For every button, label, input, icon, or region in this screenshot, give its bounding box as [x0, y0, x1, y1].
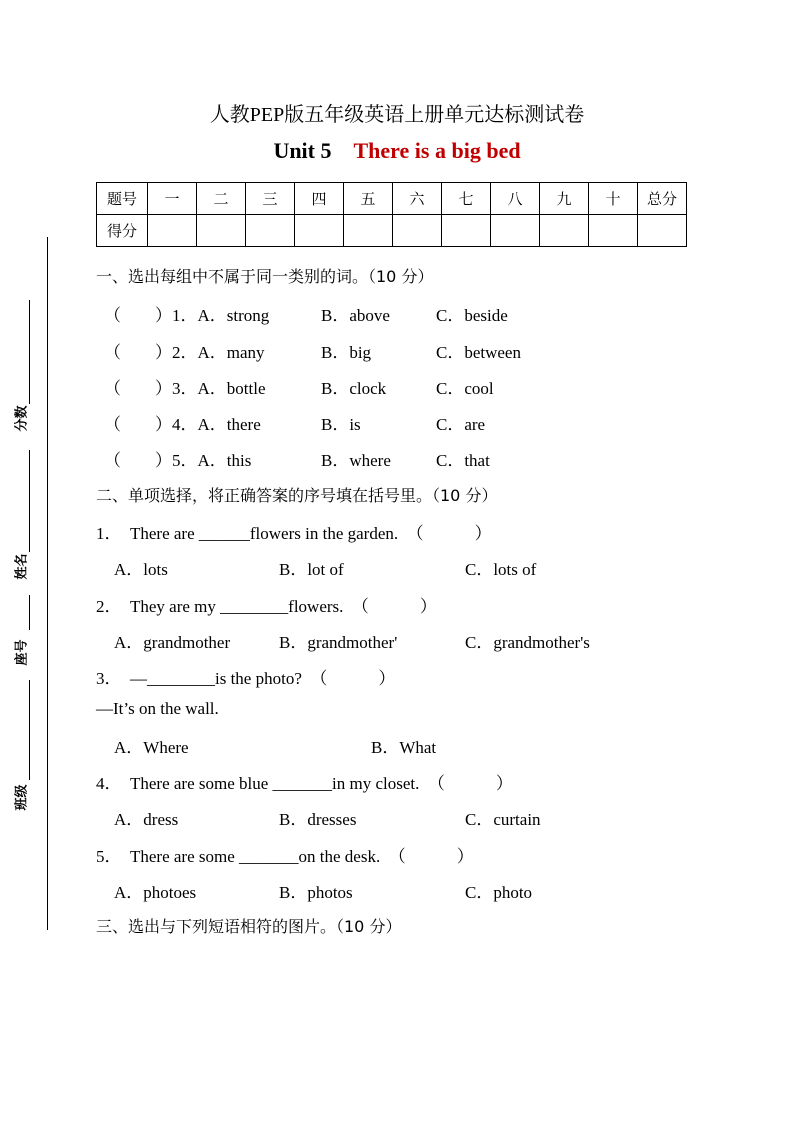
score-cell: 题号 — [97, 183, 148, 215]
binding-line — [47, 237, 48, 930]
s1-q3-number: （ ）3．A．bottle — [104, 379, 266, 398]
side-label-name: 姓名 — [14, 553, 30, 580]
s1-q1-option-b: B．above — [321, 306, 390, 325]
s2-q1-option-b: B．lot of — [279, 560, 344, 579]
score-input-cell[interactable] — [148, 215, 197, 247]
score-row-label: 得分 — [97, 215, 148, 247]
s2-q5-option-a: A．photoes — [114, 883, 197, 902]
s1-q5-option-b: B．where — [321, 451, 391, 470]
section3-heading: 三、选出与下列短语相符的图片。（10 分） — [96, 917, 402, 936]
name-blank-line — [29, 450, 30, 552]
s1-q4-number: （ ）4．A．there — [104, 415, 261, 434]
s2-q4-option-b: B．dresses — [279, 810, 357, 829]
score-input-cell[interactable] — [393, 215, 442, 247]
s1-q3-option-b: B．clock — [321, 379, 387, 398]
s2-q2-option-b: B．grandmother' — [279, 633, 398, 652]
s1-q5-option-c: C．that — [436, 451, 490, 470]
s2-q2-stem: 2． They are my ________flowers. （ ） — [96, 597, 437, 616]
s1-q5-number: （ ）5．A．this — [104, 451, 252, 470]
s1-q1-option-c: C．beside — [436, 306, 508, 325]
score-input-cell[interactable] — [540, 215, 589, 247]
s2-q2-option-c: C．grandmother's — [465, 633, 590, 652]
score-cell: 五 — [344, 183, 393, 215]
s2-q4-option-c: C．curtain — [465, 810, 541, 829]
unit-number: Unit 5 — [273, 138, 332, 163]
score-cell: 九 — [540, 183, 589, 215]
score-blank-line — [29, 300, 30, 404]
side-label-score: 分数 — [14, 405, 30, 432]
score-input-cell[interactable] — [344, 215, 393, 247]
score-cell: 七 — [442, 183, 491, 215]
s2-q3-answer-line: —It’s on the wall. — [96, 699, 219, 718]
score-input-cell[interactable] — [246, 215, 295, 247]
score-table — [96, 182, 687, 247]
s1-q1-number: （ ）1．A．strong — [104, 306, 270, 325]
s2-q1-option-c: C．lots of — [465, 560, 537, 579]
s1-q4-option-b: B．is — [321, 415, 361, 434]
score-table-header-row — [97, 183, 687, 215]
s2-q3-option-b: B．What — [371, 738, 437, 757]
s2-q2-option-a: A．grandmother — [114, 633, 231, 652]
score-cell: 一 — [148, 183, 197, 215]
s1-q4-option-c: C．are — [436, 415, 486, 434]
s2-q3-option-a: A．Where — [114, 738, 189, 757]
page-title: 人教PEP版五年级英语上册单元达标测试卷 — [209, 104, 585, 126]
s2-q3-stem: 3． —________is the photo? （ ） — [96, 669, 396, 688]
s2-q1-option-a: A．lots — [114, 560, 168, 579]
s1-q2-option-c: C．between — [436, 343, 521, 362]
score-input-cell[interactable] — [197, 215, 246, 247]
s1-q3-option-c: C．cool — [436, 379, 494, 398]
side-label-seat: 座号 — [14, 639, 30, 666]
s2-q5-stem: 5． There are some _______on the desk. （ ） — [96, 847, 474, 866]
score-input-cell[interactable] — [589, 215, 638, 247]
section2-heading: 二、单项选择，将正确答案的序号填在括号里。（10 分） — [96, 486, 498, 505]
score-table-score-row — [97, 215, 687, 247]
unit-heading — [0, 138, 794, 164]
s2-q4-option-a: A．dress — [114, 810, 179, 829]
s1-q2-option-b: B．big — [321, 343, 372, 362]
seat-blank-line — [29, 595, 30, 630]
s2-q5-option-b: B．photos — [279, 883, 353, 902]
score-input-cell[interactable] — [295, 215, 344, 247]
s2-q1-stem: 1． There are ______flowers in the garden. （ ） — [96, 524, 492, 543]
score-cell: 六 — [393, 183, 442, 215]
score-input-cell[interactable] — [442, 215, 491, 247]
side-label-class: 班级 — [14, 784, 30, 811]
score-input-cell[interactable] — [638, 215, 687, 247]
s2-q5-option-c: C．photo — [465, 883, 533, 902]
score-cell: 八 — [491, 183, 540, 215]
section1-heading: 一、选出每组中不属于同一类别的词。（10 分） — [96, 267, 434, 286]
unit-title: There is a big bed — [353, 138, 521, 163]
s2-q4-stem: 4． There are some blue _______in my closet. （ ） — [96, 774, 513, 793]
s1-q2-number: （ ）2．A．many — [104, 343, 265, 362]
score-input-cell[interactable] — [491, 215, 540, 247]
score-cell: 总分 — [638, 183, 687, 215]
score-cell: 二 — [197, 183, 246, 215]
class-blank-line — [29, 680, 30, 780]
score-cell: 十 — [589, 183, 638, 215]
score-cell: 三 — [246, 183, 295, 215]
score-cell: 四 — [295, 183, 344, 215]
